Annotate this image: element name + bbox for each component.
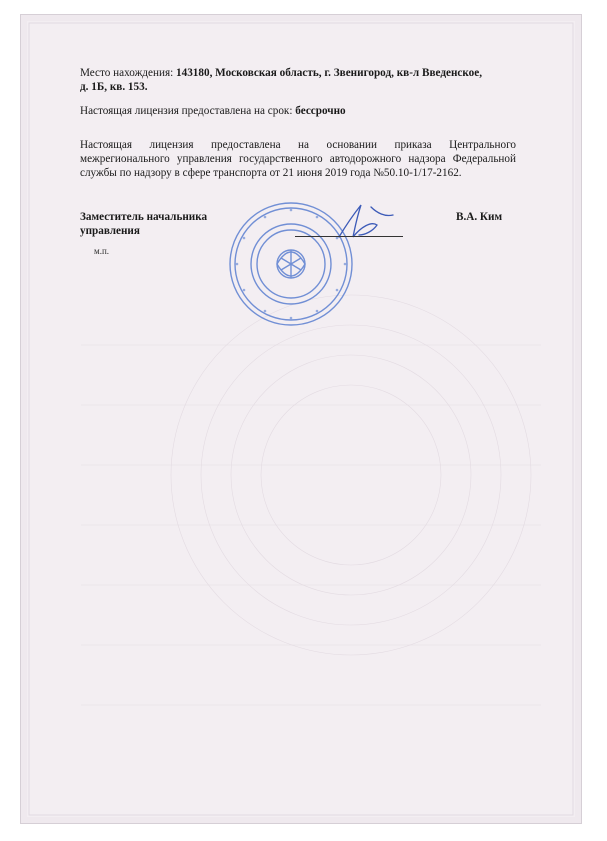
address-line xyxy=(80,66,520,94)
signatory-role-line2: управления xyxy=(80,225,140,237)
license-term-label: Настоящая лицензия предоставлена на срок: xyxy=(80,105,296,117)
signatory-role-line1: Заместитель начальника xyxy=(80,211,208,223)
handwritten-signature xyxy=(331,197,401,245)
signature-line xyxy=(295,236,403,237)
license-term xyxy=(80,104,520,118)
stamp-place-label: м.п. xyxy=(94,246,110,256)
signatory-role xyxy=(80,210,220,238)
license-term-value: бессрочно xyxy=(295,105,346,117)
security-background-pattern xyxy=(21,15,581,823)
address-value-line2: д. 1Б, кв. 153. xyxy=(80,81,148,93)
address-value-line1: 143180, Московская область, г. Звенигород, кв-л Введенское, xyxy=(176,67,483,79)
license-basis-paragraph: Настоящая лицензия предоставлена на основании приказа Центрального межрегионального управления государственного автодорожного надзора Федеральной службы по надзору в сфере транспорта от 21 июня 2019 года №50.10-1/17-2162. xyxy=(80,139,516,179)
address-label: Место нахождения: xyxy=(80,67,174,79)
document-page xyxy=(20,14,582,824)
signatory-name: В.А. Ким xyxy=(456,211,503,223)
